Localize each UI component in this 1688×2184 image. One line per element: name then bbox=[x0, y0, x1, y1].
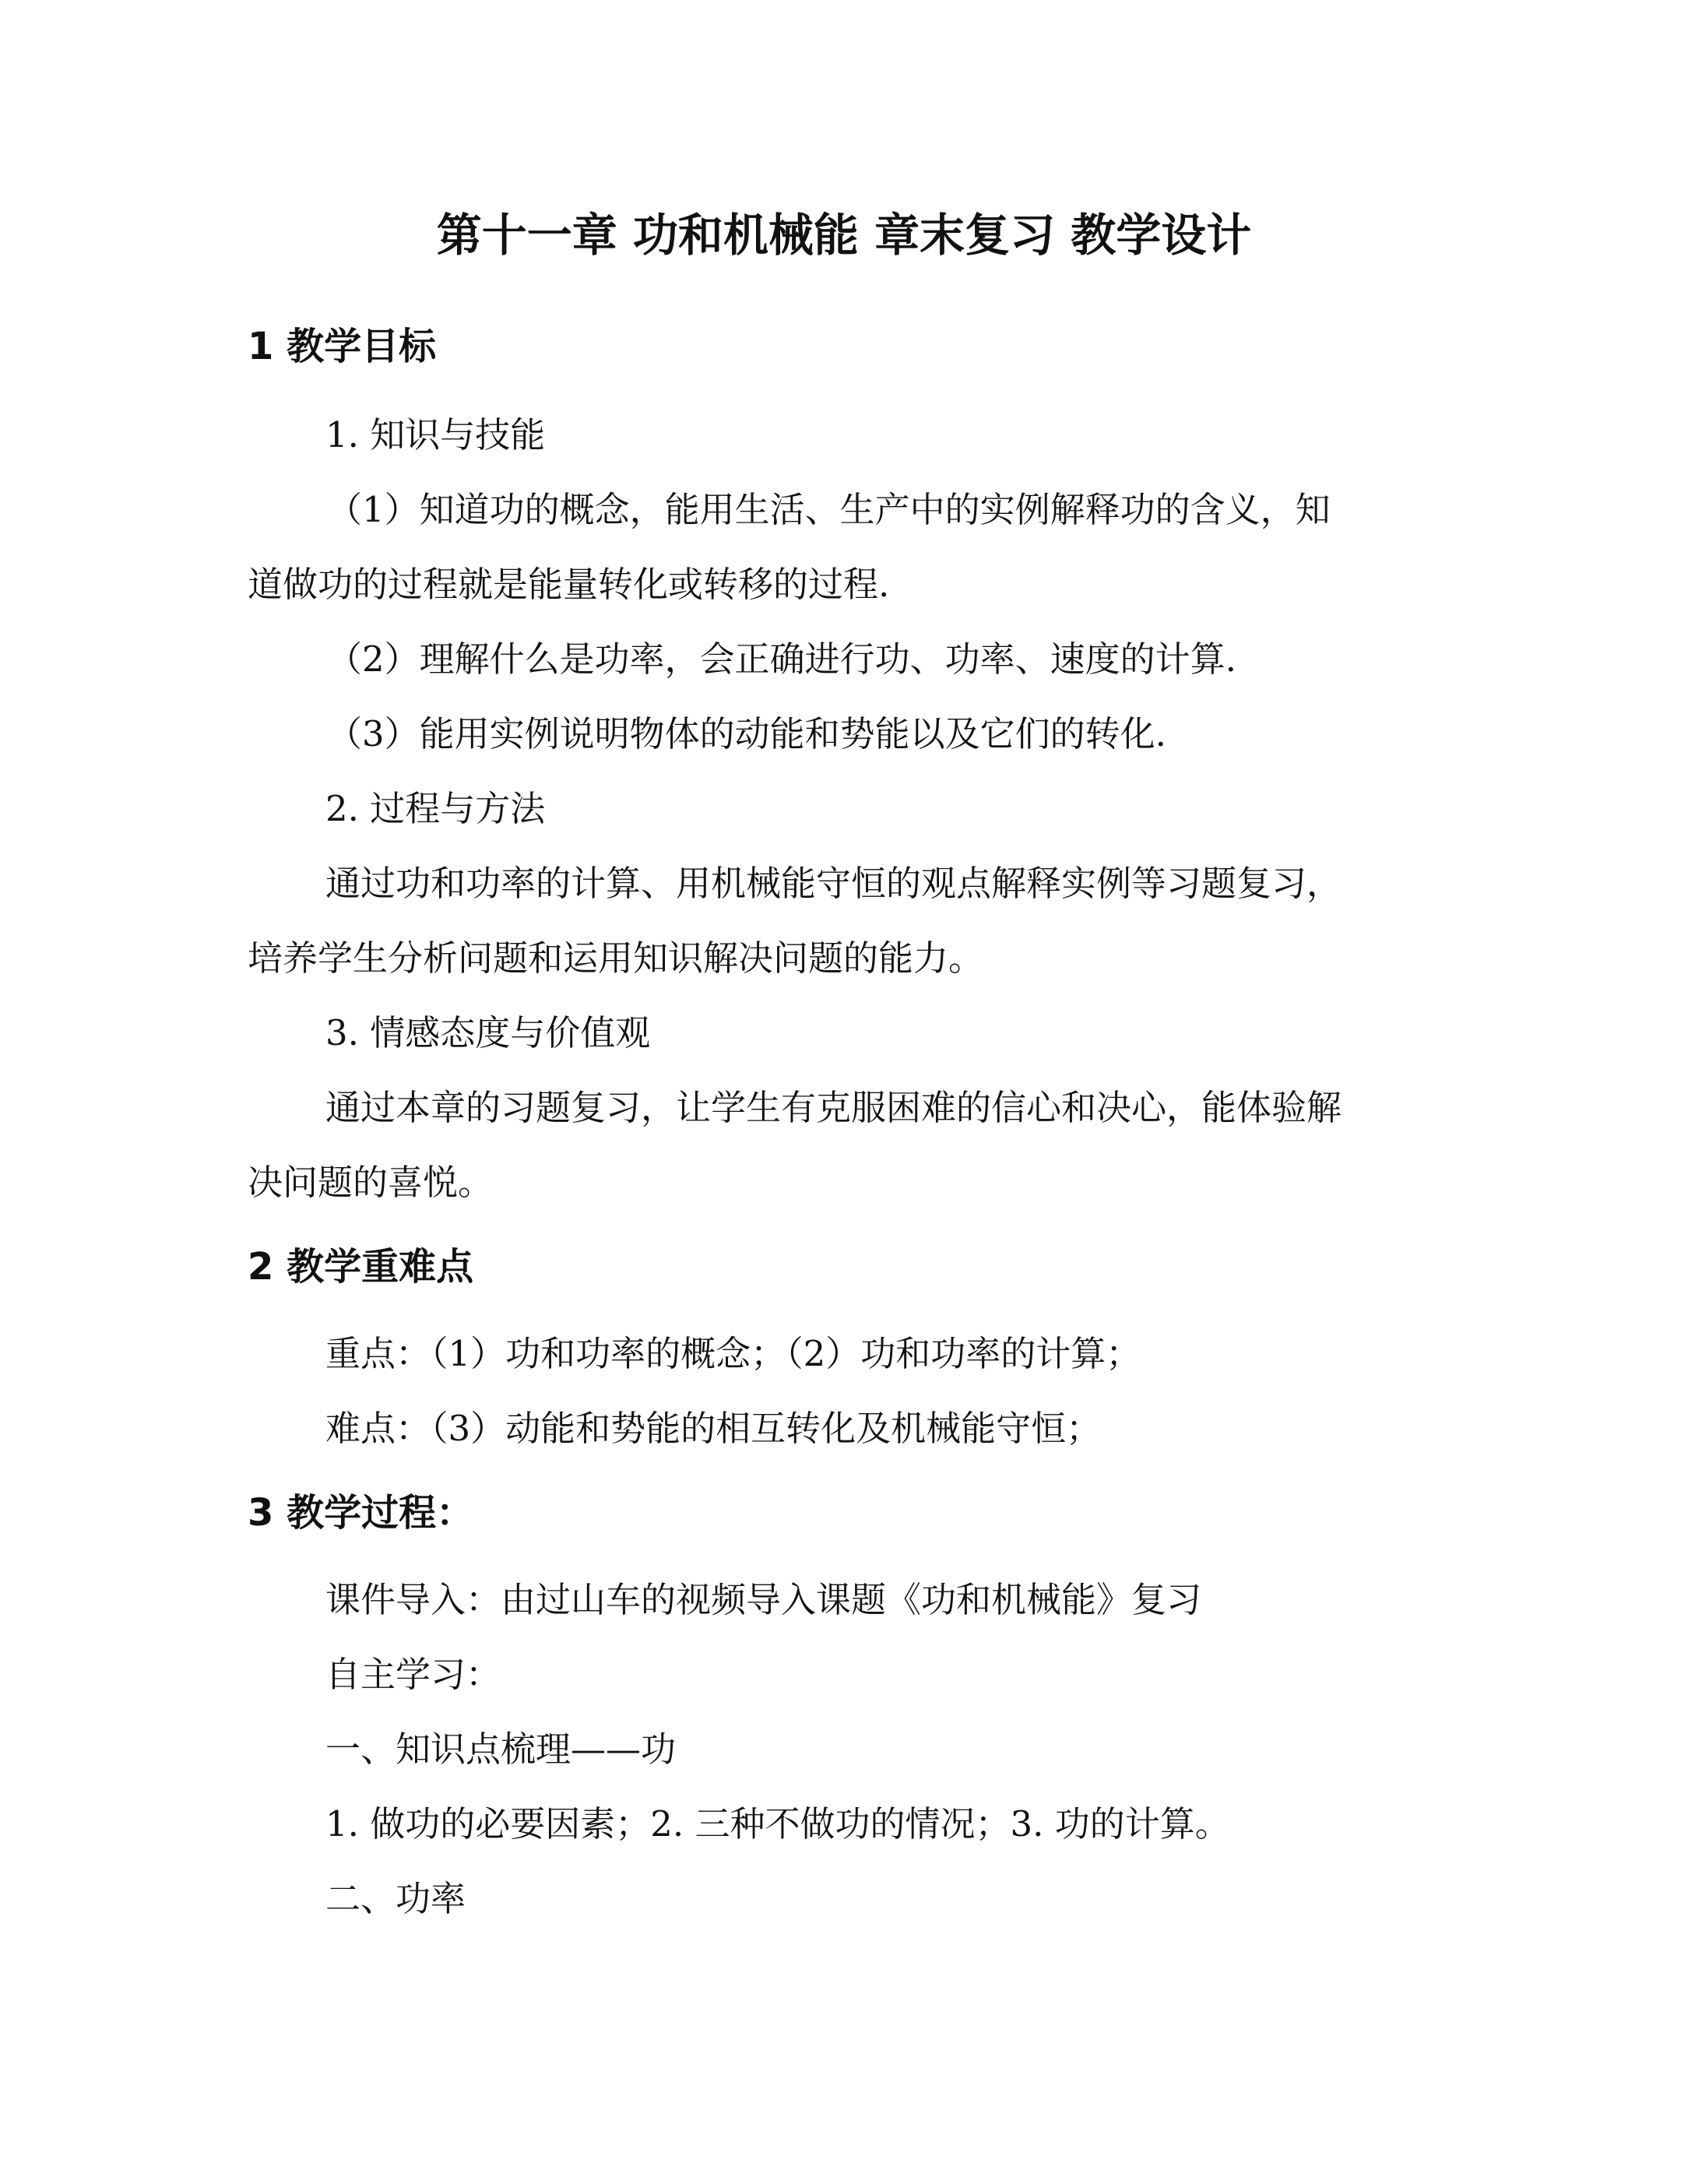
section-heading-process: 3 教学过程： bbox=[248, 1491, 474, 1535]
intro-line: 课件导入：由过山车的视频导入课题《功和机械能》复习 bbox=[325, 1579, 1202, 1620]
part-2-heading: 二、功率 bbox=[325, 1878, 466, 1919]
process-paragraph-line-1: 通过功和功率的计算、用机械能守恒的观点解释实例等习题复习， bbox=[325, 863, 1342, 904]
objective-item-1-line-2: 道做功的过程就是能量转化或转移的过程. bbox=[248, 564, 890, 605]
section-heading-key-points: 2 教学重难点 bbox=[248, 1245, 474, 1289]
subheading-knowledge-skills: 1. 知识与技能 bbox=[325, 414, 546, 455]
part-1-heading: 一、知识点梳理——功 bbox=[325, 1729, 677, 1770]
attitude-paragraph-line-2: 决问题的喜悦。 bbox=[248, 1162, 494, 1203]
subheading-process-method: 2. 过程与方法 bbox=[325, 788, 546, 829]
objective-item-3: （3）能用实例说明物体的动能和势能以及它们的转化. bbox=[327, 713, 1166, 754]
document-title: 第十一章 功和机械能 章末复习 教学设计 bbox=[436, 209, 1252, 262]
attitude-paragraph-line-1: 通过本章的习题复习，让学生有克服困难的信心和决心，能体验解 bbox=[325, 1087, 1342, 1128]
section-heading-objectives: 1 教学目标 bbox=[248, 325, 437, 368]
difficult-point-line: 难点：（3）动能和势能的相互转化及机械能守恒； bbox=[325, 1408, 1102, 1449]
part-1-items: 1. 做功的必要因素；2. 三种不做功的情况；3. 功的计算。 bbox=[325, 1803, 1230, 1845]
objective-item-2: （2）理解什么是功率，会正确进行功、功率、速度的计算. bbox=[327, 638, 1236, 680]
self-study-line: 自主学习： bbox=[325, 1654, 501, 1695]
process-paragraph-line-2: 培养学生分析问题和运用知识解决问题的能力。 bbox=[248, 937, 984, 979]
key-point-line: 重点：（1）功和功率的概念；（2）功和功率的计算； bbox=[325, 1333, 1141, 1374]
objective-item-1-line-1: （1）知道功的概念，能用生活、生产中的实例解释功的含义，知 bbox=[327, 489, 1331, 530]
subheading-attitude-values: 3. 情感态度与价值观 bbox=[325, 1012, 651, 1053]
